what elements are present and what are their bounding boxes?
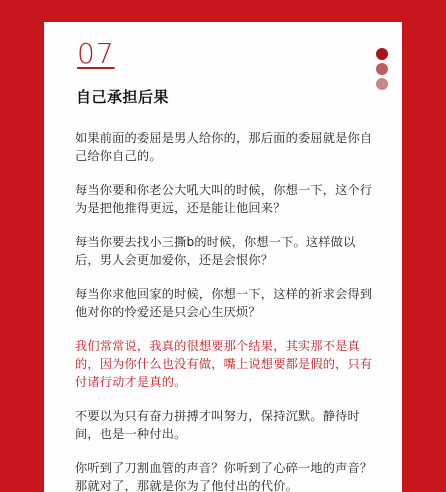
paragraph: 每当你求他回家的时候，你想一下，这样的祈求会得到他对你的怜爱还是只会心生厌烦？ xyxy=(75,287,373,319)
article-card xyxy=(44,22,402,492)
dot-1 xyxy=(376,48,388,60)
paragraph: 每当你要和你老公大吼大叫的时候，你想一下，这个行为是把他推得更远，还是能让他回来？ xyxy=(75,183,373,215)
paragraph: 每当你要去找小三撕b的时候，你想一下。这样做以后，男人会更加爱你，还是会恨你？ xyxy=(75,235,356,267)
paragraph: 不要以为只有奋力拼搏才叫努力，保持沉默。静待时间，也是一种付出。 xyxy=(75,409,360,441)
dot-2 xyxy=(376,63,388,75)
dot-3 xyxy=(376,78,388,90)
decorative-dots xyxy=(376,48,388,90)
section-title: 自己承担后果 xyxy=(76,88,170,106)
paragraph-list xyxy=(75,129,375,492)
paragraph: 如果前面的委屈是男人给你的，那后面的委屈就是你自己给你自己的。 xyxy=(75,131,373,163)
section-number: 07 xyxy=(77,37,115,70)
paragraph: 你听到了刀割血管的声音？你听到了心碎一地的声音？那就对了，那就是你为了他付出的代价。 xyxy=(75,461,373,492)
highlighted-paragraph: 我们常常说，我真的很想要那个结果，其实那不是真的，因为你什么也没有做，嘴上说想要都是假的，只有付诸行动才是真的。 xyxy=(75,339,373,389)
